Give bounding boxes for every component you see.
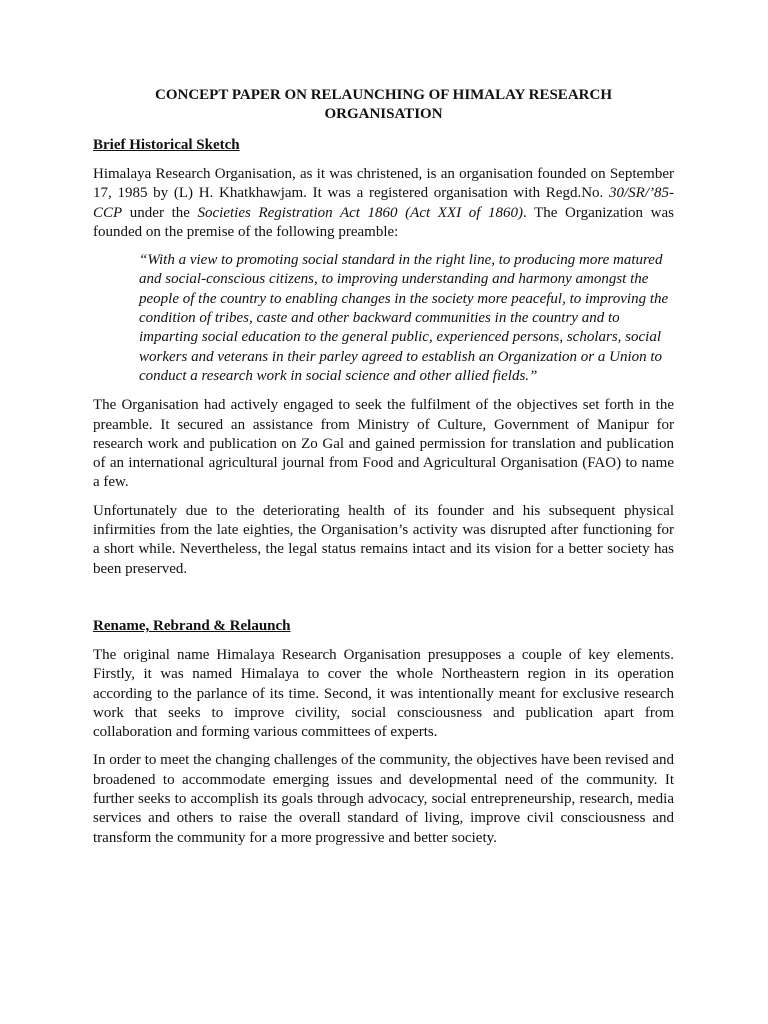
registration-number: 30/SR/’85-CCP [93,185,674,221]
section-heading-rename: Rename, Rebrand & Relaunch [93,617,291,634]
preamble-quote: “With a view to promoting social standard in the right line, to producing more matured and social-conscious citizens, to improving understanding and harmony amongst the people of the country to enabling changes in the society more peaceful, to improving the condition of tribes, caste and other backward communities in the country and to imparting social education to the general public, experienced persons, scholars, social workers and veterans in their parley agreed to establish an Organization or a Union to conduct a research work in social science and other allied fields.” [139,252,669,384]
paragraph-disruption: Unfortunately due to the deteriorating health of its founder and his subsequent physical infirmities from the late eighties, the Organisation’s activity was disrupted after functioning for a short while. Nevertheless, the legal status remains intact and its vision for a better society has been preserved. [93,502,674,577]
paragraph-activities: The Organisation had actively engaged to seek the fulfilment of the objectives set forth in the preamble. It secured an assistance from Ministry of Culture, Government of Manipur for research work and publication on Zo Gal and gained permission for translation and publication of an international agricultural journal from Food and Agricultural Organisation (FAO) to name a few. [93,397,674,491]
paragraph-revised-objectives: In order to meet the changing challenges of the community, the objectives have been revised and broadened to accommodate emerging issues and developmental need of the community. It further seeks to accomplish its goals through advocacy, social entrepreneurship, research, media services and others to raise the overall standard of living, improve civil consciousness and transform the community for a more progressive and better society. [93,752,674,846]
founding-text-c: . The Organization was founded on the premise of the following preamble: [93,204,674,240]
section-heading-historical-sketch: Brief Historical Sketch [93,137,240,153]
registration-act: Societies Registration Act 1860 (Act XXI of 1860) [197,204,523,221]
founding-text-b: under the [122,204,198,221]
paragraph-founding [93,165,674,242]
spacer [93,588,674,617]
founding-text-a: Himalaya Research Organisation, as it was christened, is an organisation founded on September 17, 1985 by (L) H. Khatkhawjam. It was a registered organisation with Regd.No. [93,166,674,202]
document-page [93,86,674,857]
document-title: CONCEPT PAPER ON RELAUNCHING OF HIMALAY RESEARCH ORGANISATION [155,87,612,122]
paragraph-original-name: The original name Himalaya Research Organisation presupposes a couple of key elements. Firstly, it was named Himalaya to cover the whole Northeastern region in its operation according to the parlance of its time. Second, it was intentionally meant for exclusive research work that seeks to improve civility, social consciousness and publication apart from collaboration and forming various committees of experts. [93,646,674,741]
